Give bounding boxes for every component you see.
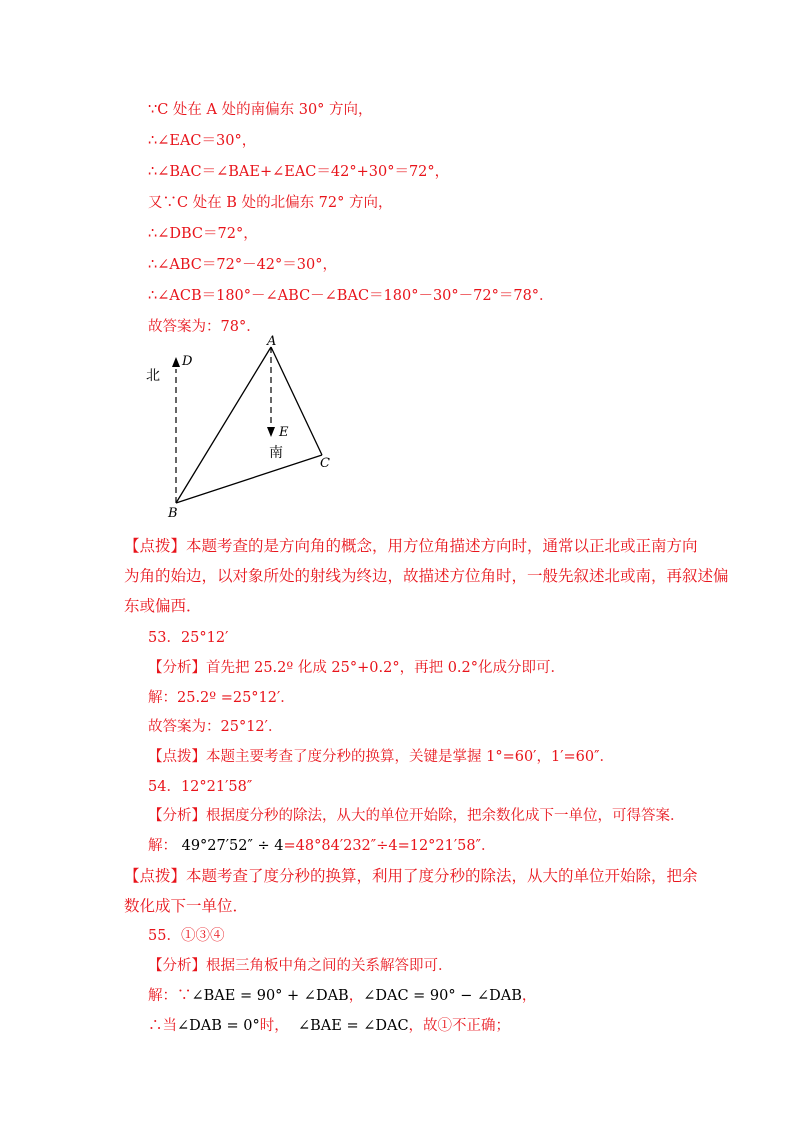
q54-solution-math: 49°27′52″ ÷ 4 (181, 838, 284, 854)
q55-conclusion-end: ，故①不正确； (408, 1018, 511, 1034)
q54-solution (148, 836, 496, 856)
q55-solution-prefix: 解：∵ (148, 988, 192, 1004)
q54-dianbo-text-1: 本题考查了度分秒的换算，利用了度分秒的除法，从大的单位开始除，把余 (186, 867, 698, 885)
q54-solution-prefix: 解： (148, 838, 177, 854)
q55-solution-math-2: ∠DAC = 90° − ∠DAB (363, 988, 522, 1004)
q53-answer-line: 故答案为：25°12′． (148, 719, 283, 735)
q55-fenxi-tag: 【分析】 (148, 958, 206, 974)
q53-dianbo (148, 747, 614, 767)
label-north: 北 (146, 368, 160, 384)
q55-conclusion (148, 1016, 510, 1036)
dianbo-1-text-1: 本题考查的是方向角的概念，用方位角描述方向时，通常以正北或正南方向 (186, 537, 698, 555)
q55-solution-end: ， (521, 988, 537, 1004)
south-arrow-head (267, 427, 275, 437)
q55-fenxi (148, 956, 453, 976)
solution-line-3: ∴∠BAC＝∠BAE+∠EAC＝42°+30°＝72°， (148, 164, 450, 180)
q55-conclusion-math-1: ∠DAB = 0° (177, 1018, 260, 1034)
solution-line-7: ∴∠ACB＝180°－∠ABC－∠BAC＝180°－30°－72°＝78°． (148, 288, 554, 304)
q54-dianbo-line-1 (124, 866, 698, 886)
q53-fenxi (148, 658, 565, 678)
direction-angle-figure (140, 335, 360, 525)
dianbo-1-line-1 (124, 536, 698, 556)
q55-solution-sep: ， (348, 988, 364, 1004)
label-C: C (320, 456, 330, 471)
solution-line-4: 又∵C 处在 B 处的北偏东 72° 方向， (148, 195, 393, 211)
q53-answer: 53．25°12′ (148, 630, 229, 646)
q55-conclusion-math-2: ∠BAE = ∠DAC (297, 1018, 409, 1034)
q53-fenxi-tag: 【分析】 (148, 660, 206, 676)
q53-dianbo-tag: 【点拨】 (148, 749, 206, 765)
q54-dianbo-line-2: 数化成下一单位． (124, 897, 249, 915)
q55-answer: 55．①③④ (148, 928, 225, 944)
q55-conclusion-prefix: ∴当 (148, 1018, 177, 1034)
q55-solution-math-1: ∠BAE = 90° + ∠DAB (191, 988, 349, 1004)
q54-fenxi-tag: 【分析】 (148, 808, 206, 824)
solution-line-2: ∴∠EAC＝30°， (148, 133, 257, 149)
dianbo-1-tag: 【点拨】 (124, 537, 187, 555)
q54-solution-rest: =48°84′232″÷4=12°21′58″． (283, 838, 496, 854)
q54-fenxi (148, 806, 685, 826)
solution-line-8: 故答案为：78°． (148, 319, 261, 335)
q55-conclusion-mid: 时， (259, 1018, 289, 1034)
q54-fenxi-text: 根据度分秒的除法，从大的单位开始除，把余数化成下一单位，可得答案． (206, 808, 685, 824)
solution-line-5: ∴∠DBC＝72°， (148, 226, 258, 242)
q55-solution (148, 986, 536, 1006)
solution-line-6: ∴∠ABC＝72°－42°＝30°， (148, 257, 337, 273)
label-B: B (168, 506, 178, 521)
solution-line-1: ∵C 处在 A 处的南偏东 30° 方向， (148, 102, 373, 118)
dianbo-1-line-2: 为角的始边，以对象所处的射线为终边，故描述方位角时，一般先叙述北或南，再叙述偏 (124, 567, 729, 585)
label-south: 南 (269, 445, 283, 461)
q54-answer: 54．12°21′58″ (148, 779, 253, 795)
q53-fenxi-text: 首先把 25.2º 化成 25°+0.2°，再把 0.2°化成分即可． (206, 660, 566, 676)
label-E: E (279, 425, 289, 440)
q55-fenxi-text: 根据三角板中角之间的关系解答即可． (206, 958, 453, 974)
q53-solution: 解：25.2º =25°12′． (148, 690, 295, 706)
label-A: A (267, 335, 277, 349)
q53-dianbo-text: 本题主要考查了度分秒的换算，关键是掌握 1°=60′，1′=60″． (206, 749, 615, 765)
segment-AB (176, 347, 271, 503)
label-D: D (182, 354, 193, 369)
segment-BC (176, 455, 322, 503)
dianbo-1-line-3: 东或偏西． (124, 597, 202, 615)
north-arrow-head (172, 357, 180, 367)
q54-dianbo-tag: 【点拨】 (124, 867, 187, 885)
